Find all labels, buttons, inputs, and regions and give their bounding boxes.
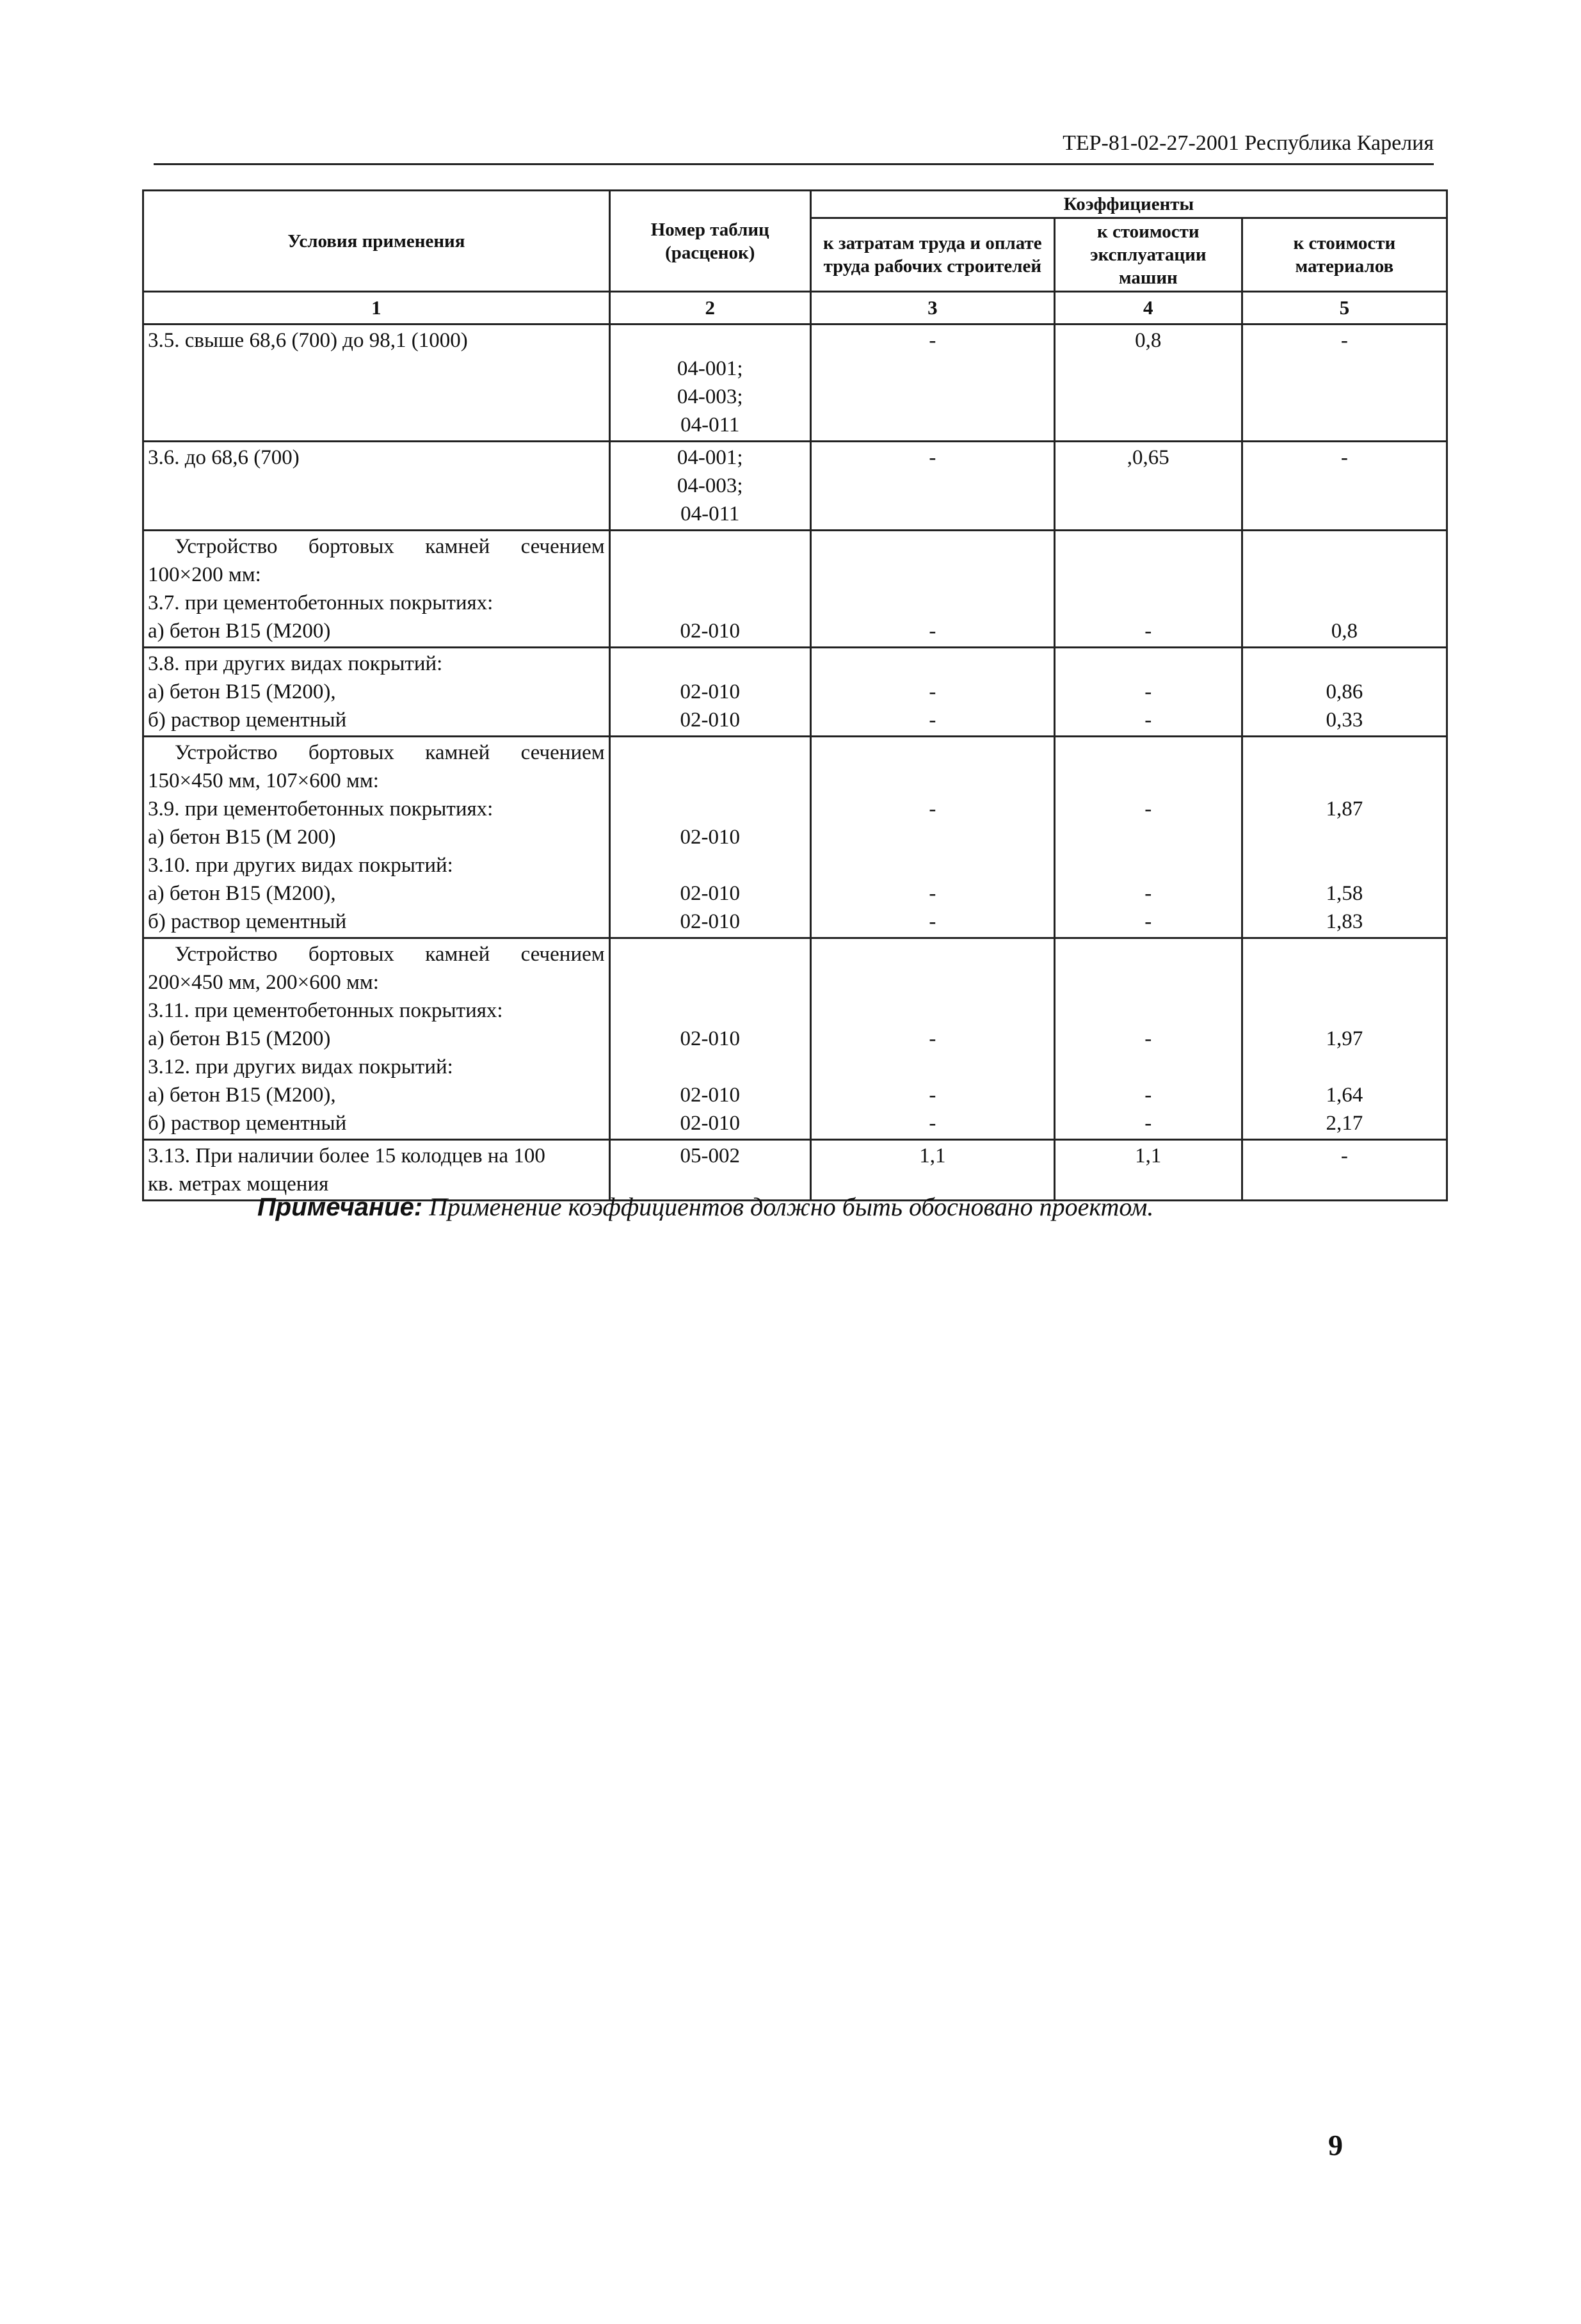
cell-line: 1,64	[1326, 1084, 1363, 1107]
cell-line: -	[1144, 1112, 1152, 1135]
cell-line: -	[1144, 797, 1152, 821]
cell-line: 02-010	[680, 882, 740, 905]
cell-line: -	[929, 1112, 936, 1135]
cell-line	[614, 997, 806, 1025]
cell-line: а) бетон В15 (М200)	[148, 1027, 331, 1050]
cell-line	[815, 650, 1050, 678]
cell-codes	[609, 737, 810, 938]
cell-line	[1059, 739, 1237, 767]
cell-line	[1059, 533, 1237, 561]
cell-line	[815, 968, 1050, 997]
cell-cond	[143, 938, 610, 1140]
cell-line	[815, 1053, 1050, 1081]
cell-line: а) бетон В15 (М200),	[148, 1084, 336, 1107]
cell-line: а) бетон В15 (М200),	[148, 882, 336, 905]
cell-line: кв. метрах мощения	[148, 1173, 329, 1196]
page-number: 9	[1328, 2129, 1343, 2161]
cell-line: 1,1	[919, 1144, 946, 1167]
header-machines: к стоимости эксплуатации машин	[1054, 218, 1242, 292]
cell-line	[614, 739, 806, 767]
cell-line	[614, 589, 806, 617]
cell-line: а) бетон В15 (М 200)	[148, 826, 336, 849]
cell-line	[815, 589, 1050, 617]
cell-line: 0,33	[1326, 709, 1363, 732]
cell-line	[1059, 767, 1237, 795]
table-row	[143, 531, 1447, 648]
cell-line: 02-010	[680, 1084, 740, 1107]
cell-line: 1,87	[1326, 797, 1363, 821]
cell-line: 3.6. до 68,6 (700)	[148, 446, 300, 469]
cell-line	[815, 739, 1050, 767]
column-numbers-row	[143, 292, 1447, 325]
cell-line: -	[1340, 1144, 1348, 1167]
table-row	[143, 938, 1447, 1140]
cell-codes	[609, 938, 810, 1140]
cell-line	[815, 767, 1050, 795]
cell-line	[1059, 851, 1237, 879]
cell-line	[614, 561, 806, 589]
cell-line	[1059, 589, 1237, 617]
cell-line: 1,58	[1326, 882, 1363, 905]
cell-line	[614, 968, 806, 997]
cell-labor	[810, 325, 1054, 442]
cell-labor	[810, 938, 1054, 1140]
cell-line	[1247, 968, 1442, 997]
cell-line	[1059, 823, 1237, 851]
cell-line: -	[1144, 910, 1152, 933]
cell-line: -	[1144, 1027, 1152, 1050]
cell-line: 04-001;	[677, 357, 743, 380]
cell-line: 04-011	[680, 502, 740, 525]
cell-line: -	[929, 882, 936, 905]
cell-line: 3.5. свыше 68,6 (700) до 98,1 (1000)	[148, 329, 468, 352]
cell-line: 0,8	[1135, 329, 1162, 352]
cell-line	[1247, 767, 1442, 795]
cell-line: 100×200 мм:	[148, 563, 261, 586]
cell-line	[1247, 823, 1442, 851]
cell-labor	[810, 648, 1054, 737]
cell-line: -	[929, 709, 936, 732]
cell-line	[1059, 561, 1237, 589]
col-number: 2	[609, 292, 810, 325]
col-number: 3	[810, 292, 1054, 325]
cell-line: -	[1144, 620, 1152, 643]
cell-line	[815, 940, 1050, 968]
cell-line: 0,8	[1331, 620, 1358, 643]
cell-line: 04-003;	[677, 385, 743, 408]
cell-line: 02-010	[680, 910, 740, 933]
cell-materials	[1242, 531, 1447, 648]
cell-line: Устройство бортовых камней сечением	[175, 943, 605, 966]
cell-materials	[1242, 1140, 1447, 1201]
cell-materials	[1242, 737, 1447, 938]
note-label: Примечание:	[257, 1193, 423, 1221]
cell-line	[614, 1053, 806, 1081]
cell-line	[1247, 589, 1442, 617]
table-row	[143, 737, 1447, 938]
header-table-numbers: Номер таблиц (расценок)	[609, 191, 810, 292]
cell-machines	[1054, 442, 1242, 531]
cell-materials	[1242, 325, 1447, 442]
cell-line: -	[929, 1084, 936, 1107]
cell-line: 0,86	[1326, 680, 1363, 703]
cell-line: 02-010	[680, 620, 740, 643]
cell-line: -	[929, 797, 936, 821]
cell-line: -	[1144, 1084, 1152, 1107]
cell-materials	[1242, 442, 1447, 531]
cell-machines	[1054, 737, 1242, 938]
cell-cond	[143, 442, 610, 531]
cell-materials	[1242, 648, 1447, 737]
cell-labor	[810, 737, 1054, 938]
cell-line: 02-010	[680, 1027, 740, 1050]
cell-line	[614, 767, 806, 795]
cell-line: 1,97	[1326, 1027, 1363, 1050]
cell-line: -	[929, 910, 936, 933]
cell-line	[815, 823, 1050, 851]
cell-line: -	[929, 1027, 936, 1050]
cell-line	[1247, 940, 1442, 968]
cell-line	[614, 940, 806, 968]
cell-line	[1247, 851, 1442, 879]
cell-line	[1247, 561, 1442, 589]
cell-line: а) бетон В15 (М200),	[148, 680, 336, 703]
cell-line: ,0,65	[1127, 446, 1169, 469]
cell-codes	[609, 325, 810, 442]
cell-line	[1247, 997, 1442, 1025]
cell-line: 02-010	[680, 826, 740, 849]
header-conditions: Условия применения	[143, 191, 610, 292]
cell-line: -	[929, 620, 936, 643]
table-body	[143, 325, 1447, 1201]
cell-line: 200×450 мм, 200×600 мм:	[148, 971, 379, 994]
cell-line	[1059, 997, 1237, 1025]
col-number: 5	[1242, 292, 1447, 325]
cell-line	[614, 533, 806, 561]
cell-line: 1,83	[1326, 910, 1363, 933]
cell-line	[614, 851, 806, 879]
cell-line: -	[1144, 680, 1152, 703]
cell-line	[815, 561, 1050, 589]
cell-codes	[609, 442, 810, 531]
cell-labor	[810, 531, 1054, 648]
cell-machines	[1054, 531, 1242, 648]
cell-cond	[143, 737, 610, 938]
cell-cond	[143, 531, 610, 648]
table-row	[143, 325, 1447, 442]
cell-line	[1059, 650, 1237, 678]
cell-line: 02-010	[680, 1112, 740, 1135]
cell-line: 04-011	[680, 413, 740, 437]
header-coefficients: Коэффициенты	[810, 191, 1447, 218]
cell-line	[815, 851, 1050, 879]
cell-line	[1247, 533, 1442, 561]
cell-codes	[609, 648, 810, 737]
cell-line: а) бетон В15 (М200)	[148, 620, 331, 643]
cell-machines	[1054, 648, 1242, 737]
cell-line: 05-002	[680, 1144, 740, 1167]
cell-line: -	[1144, 709, 1152, 732]
cell-line: -	[929, 680, 936, 703]
cell-line	[1247, 1053, 1442, 1081]
cell-line	[1247, 650, 1442, 678]
cell-materials	[1242, 938, 1447, 1140]
cell-line	[1247, 739, 1442, 767]
col-number: 4	[1054, 292, 1242, 325]
cell-line: б) раствор цементный	[148, 709, 347, 732]
cell-line: 3.10. при других видах покрытий:	[148, 854, 453, 877]
cell-line	[614, 326, 806, 355]
cell-line: б) раствор цементный	[148, 910, 347, 933]
cell-line: -	[1340, 446, 1348, 469]
cell-line: 150×450 мм, 107×600 мм:	[148, 769, 379, 792]
cell-line: -	[1340, 329, 1348, 352]
cell-line: -	[929, 446, 936, 469]
cell-line: 3.11. при цементобетонных покрытиях:	[148, 999, 503, 1022]
header-materials: к стоимости материалов	[1242, 218, 1447, 292]
cell-line	[815, 997, 1050, 1025]
page-header	[154, 131, 1434, 165]
cell-line	[614, 795, 806, 823]
cell-line: -	[929, 329, 936, 352]
cell-line: 02-010	[680, 680, 740, 703]
table-row	[143, 442, 1447, 531]
cell-machines	[1054, 938, 1242, 1140]
cell-line: Устройство бортовых камней сечением	[175, 535, 605, 558]
cell-line	[815, 533, 1050, 561]
col-number: 1	[143, 292, 610, 325]
cell-line	[614, 650, 806, 678]
cell-line: 2,17	[1326, 1112, 1363, 1135]
cell-line: 3.7. при цементобетонных покрытиях:	[148, 591, 494, 614]
cell-line: 3.13. При наличии более 15 колодцев на 100	[148, 1144, 545, 1167]
cell-line: 04-003;	[677, 474, 743, 497]
cell-line	[1059, 1053, 1237, 1081]
header-labor: к затратам труда и оплате труда рабочих строителей	[810, 218, 1054, 292]
cell-line: 02-010	[680, 709, 740, 732]
note-text: Применение коэффициентов должно быть обосновано проектом.	[422, 1192, 1154, 1221]
cell-line	[1059, 968, 1237, 997]
note	[257, 1192, 1153, 1222]
table-row	[143, 648, 1447, 737]
document-code: ТЕР-81-02-27-2001 Республика Карелия	[1063, 131, 1434, 155]
cell-line: Устройство бортовых камней сечением	[175, 741, 605, 764]
cell-line: б) раствор цементный	[148, 1112, 347, 1135]
cell-line: -	[1144, 882, 1152, 905]
cell-line: 04-001;	[677, 446, 743, 469]
cell-labor	[810, 442, 1054, 531]
cell-line: 3.9. при цементобетонных покрытиях:	[148, 797, 494, 821]
coefficients-table	[142, 189, 1448, 1201]
cell-codes	[609, 531, 810, 648]
cell-line: 3.8. при других видах покрытий:	[148, 652, 443, 675]
cell-machines	[1054, 325, 1242, 442]
cell-line	[1059, 940, 1237, 968]
cell-cond	[143, 648, 610, 737]
cell-cond	[143, 325, 610, 442]
cell-line: 1,1	[1135, 1144, 1162, 1167]
cell-line: 3.12. при других видах покрытий:	[148, 1055, 453, 1078]
